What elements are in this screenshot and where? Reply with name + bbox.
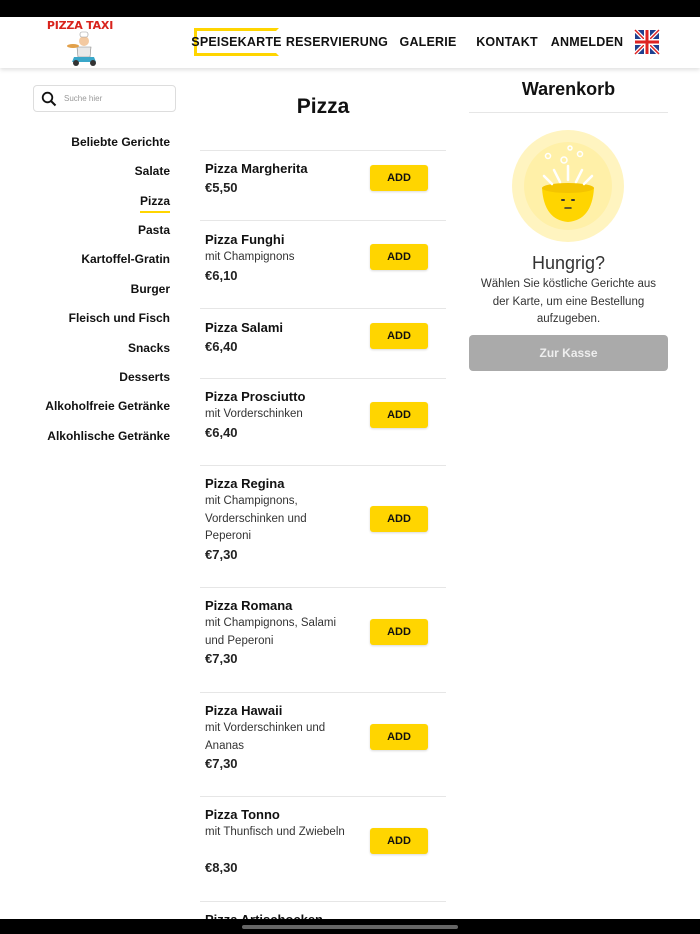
category-alkohlische-getraenke[interactable]: Alkohlische Getränke <box>47 429 170 443</box>
item-price: €6,10 <box>205 268 238 283</box>
item-price: €6,40 <box>205 339 238 354</box>
item-price: €7,30 <box>205 756 238 771</box>
add-button[interactable]: ADD <box>370 506 428 532</box>
category-desserts[interactable]: Desserts <box>119 370 170 384</box>
nav-kontakt[interactable]: KONTAKT <box>476 35 538 49</box>
item-description: mit Champignons, Vorderschinken und Peperoni <box>205 495 307 542</box>
category-alkoholfreie-getraenke[interactable]: Alkoholfreie Getränke <box>45 399 170 413</box>
item-description: mit Vorderschinken und Ananas <box>205 722 326 752</box>
category-kartoffel-gratin[interactable]: Kartoffel-Gratin <box>81 252 170 266</box>
item-price: €7,30 <box>205 651 238 666</box>
item-name: Pizza Romana <box>205 598 293 613</box>
category-pasta[interactable]: Pasta <box>137 223 170 237</box>
nav-reservierung[interactable]: RESERVIERUNG <box>285 35 389 49</box>
item-description: mit Champignons, Salami und Peperoni <box>205 617 337 647</box>
item-name: Pizza Prosciutto <box>205 389 306 404</box>
checkout-button[interactable]: Zur Kasse <box>469 335 668 371</box>
menu-item <box>200 901 446 919</box>
cart-title: Warenkorb <box>521 79 616 99</box>
header <box>0 17 700 68</box>
category-pizza[interactable]: Pizza <box>139 194 170 208</box>
item-name: Pizza Hawaii <box>205 703 283 718</box>
pizza-taxi-logo[interactable] <box>44 19 116 67</box>
add-button[interactable]: ADD <box>370 323 428 349</box>
add-button[interactable]: ADD <box>370 244 428 270</box>
nav-galerie[interactable]: GALERIE <box>399 35 457 49</box>
category-salate[interactable]: Salate <box>134 164 170 178</box>
item-description: mit Thunfisch und Zwiebeln <box>205 826 345 838</box>
category-beliebte-gerichte[interactable]: Beliebte Gerichte <box>71 135 170 149</box>
item-price: €7,30 <box>205 547 238 562</box>
search-icon <box>41 91 57 107</box>
item-name: Pizza Tonno <box>205 807 280 822</box>
search-placeholder: Suche hier <box>64 94 103 103</box>
item-description: mit Vorderschinken <box>205 408 303 420</box>
menu-item <box>200 692 446 796</box>
menu-item <box>200 150 446 220</box>
add-button[interactable]: ADD <box>370 402 428 428</box>
item-price: €6,40 <box>205 425 238 440</box>
nav-speisekarte[interactable]: SPEISEKARTE <box>194 28 279 56</box>
item-price: €5,50 <box>205 180 238 195</box>
home-indicator <box>242 925 458 929</box>
section-title: Pizza <box>296 95 350 118</box>
scooter-chef-icon <box>44 19 116 67</box>
item-name: Pizza Regina <box>205 476 285 491</box>
category-burger[interactable]: Burger <box>130 282 170 296</box>
menu-item <box>200 308 446 378</box>
nav-anmelden[interactable]: ANMELDEN <box>550 35 624 49</box>
menu-item <box>200 220 446 308</box>
item-name: Pizza Salami <box>205 320 284 335</box>
add-button[interactable]: ADD <box>370 619 428 645</box>
uk-flag-icon[interactable] <box>635 30 659 54</box>
hungry-bowl-icon <box>512 130 624 242</box>
menu-item <box>200 587 446 692</box>
item-name: Pizza Funghi <box>205 232 285 247</box>
status-bar <box>0 0 700 17</box>
cart-divider <box>469 112 668 113</box>
item-name: Pizza Margherita <box>205 161 308 176</box>
add-button[interactable]: ADD <box>370 165 428 191</box>
cart-empty-title: Hungrig? <box>531 253 606 273</box>
category-snacks[interactable]: Snacks <box>127 341 170 355</box>
search-input[interactable] <box>33 85 176 112</box>
category-fleisch-und-fisch[interactable]: Fleisch und Fisch <box>68 311 170 325</box>
menu-item <box>200 378 446 465</box>
add-button[interactable]: ADD <box>370 828 428 854</box>
add-button[interactable]: ADD <box>370 724 428 750</box>
cart-empty-text: Wählen Sie köstliche Gerichte aus der Karte, um eine Bestellung aufzugeben. <box>480 278 657 325</box>
logo-text: PIZZA TAXI <box>46 19 114 32</box>
menu-item <box>200 796 446 901</box>
item-description: mit Champignons <box>205 251 295 263</box>
menu-item <box>200 465 446 587</box>
item-price: €8,30 <box>205 860 238 875</box>
